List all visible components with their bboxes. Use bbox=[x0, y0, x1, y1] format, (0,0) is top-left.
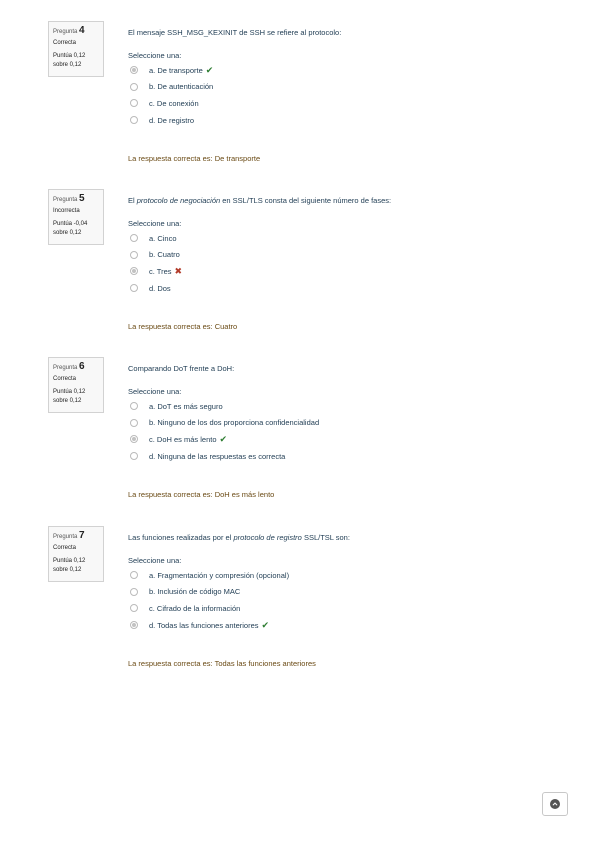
question-state: Correcta bbox=[53, 40, 77, 46]
answer-option[interactable] bbox=[128, 112, 568, 129]
answer-label: c. Tres bbox=[149, 266, 172, 276]
radio-button[interactable] bbox=[130, 435, 138, 443]
answer-option[interactable] bbox=[128, 95, 568, 112]
answer-label: c. Cifrado de la información bbox=[149, 603, 241, 613]
radio-button[interactable] bbox=[130, 452, 138, 460]
question-4 bbox=[0, 21, 600, 171]
chevron-up-icon bbox=[550, 799, 560, 809]
question-text: El protocolo de negociación en SSL/TLS consta del siguiente número de fases: bbox=[128, 196, 392, 205]
back-to-top-button[interactable] bbox=[542, 792, 568, 816]
correct-answer-feedback: La respuesta correcta es: Cuatro bbox=[128, 322, 238, 331]
answer-list bbox=[128, 62, 568, 128]
question-text: Las funciones realizadas por el protocolo de registro SSL/TSL son: bbox=[128, 533, 350, 542]
answer-option[interactable] bbox=[128, 617, 568, 634]
answer-prompt: Seleccione una: bbox=[128, 556, 182, 565]
radio-button[interactable] bbox=[130, 116, 138, 124]
question-info bbox=[48, 357, 104, 413]
radio-button[interactable] bbox=[130, 267, 138, 275]
answer-label: b. Ninguno de los dos proporciona confidencialidad bbox=[149, 418, 320, 428]
question-content bbox=[128, 526, 568, 633]
question-state: Incorrecta bbox=[53, 208, 80, 214]
correct-answer-feedback: La respuesta correcta es: De transporte bbox=[128, 154, 261, 163]
answer-label: d. Ninguna de las respuestas es correcta bbox=[149, 451, 286, 461]
answer-prompt: Seleccione una: bbox=[128, 51, 182, 60]
answer-option[interactable] bbox=[128, 398, 568, 415]
question-5 bbox=[0, 189, 600, 339]
question-7 bbox=[0, 526, 600, 676]
answer-option[interactable] bbox=[128, 600, 568, 617]
radio-button[interactable] bbox=[130, 234, 138, 242]
radio-button[interactable] bbox=[130, 419, 138, 427]
question-grade: Puntúa 0,12 sobre 0,12 bbox=[53, 558, 86, 573]
answer-option[interactable] bbox=[128, 584, 568, 601]
answer-list bbox=[128, 230, 568, 296]
question-grade: Puntúa 0,12 sobre 0,12 bbox=[53, 389, 86, 404]
answer-label: c. De conexión bbox=[149, 98, 199, 108]
radio-button[interactable] bbox=[130, 251, 138, 259]
radio-button[interactable] bbox=[130, 402, 138, 410]
answer-list bbox=[128, 567, 568, 633]
radio-button[interactable] bbox=[130, 604, 138, 612]
question-content bbox=[128, 189, 568, 296]
answer-prompt: Seleccione una: bbox=[128, 387, 182, 396]
question-number: Pregunta 6 bbox=[53, 361, 85, 372]
question-info bbox=[48, 189, 104, 245]
radio-button[interactable] bbox=[130, 571, 138, 579]
answer-label: a. Cinco bbox=[149, 233, 177, 243]
answer-option[interactable] bbox=[128, 448, 568, 465]
answer-label: d. Todas las funciones anteriores bbox=[149, 620, 259, 630]
question-state: Correcta bbox=[53, 376, 77, 382]
answer-label: c. DoH es más lento bbox=[149, 434, 217, 444]
answer-label: d. De registro bbox=[149, 115, 195, 125]
question-text: Comparando DoT frente a DoH: bbox=[128, 364, 235, 373]
answer-option[interactable] bbox=[128, 415, 568, 432]
question-number: Pregunta 5 bbox=[53, 193, 85, 204]
question-grade: Puntúa 0,12 sobre 0,12 bbox=[53, 53, 86, 68]
answer-option[interactable] bbox=[128, 567, 568, 584]
radio-button[interactable] bbox=[130, 66, 138, 74]
radio-button[interactable] bbox=[130, 621, 138, 629]
answer-list bbox=[128, 398, 568, 464]
question-content bbox=[128, 21, 568, 128]
correct-answer-feedback: La respuesta correcta es: DoH es más lento bbox=[128, 490, 275, 499]
check-icon: ✔ bbox=[261, 619, 270, 630]
check-icon: ✔ bbox=[205, 64, 214, 75]
answer-option[interactable] bbox=[128, 247, 568, 264]
question-info bbox=[48, 526, 104, 582]
question-info bbox=[48, 21, 104, 77]
answer-label: d. Dos bbox=[149, 283, 171, 293]
answer-label: b. Inclusión de código MAC bbox=[149, 587, 241, 597]
answer-option[interactable] bbox=[128, 79, 568, 96]
radio-button[interactable] bbox=[130, 99, 138, 107]
answer-option[interactable] bbox=[128, 230, 568, 247]
question-number: Pregunta 7 bbox=[53, 530, 85, 541]
question-text: El mensaje SSH_MSG_KEXINIT de SSH se refiere al protocolo: bbox=[128, 28, 342, 37]
answer-option[interactable] bbox=[128, 431, 568, 448]
answer-label: b. De autenticación bbox=[149, 82, 214, 92]
question-number: Pregunta 4 bbox=[53, 25, 85, 36]
radio-button[interactable] bbox=[130, 284, 138, 292]
answer-label: a. Fragmentación y compresión (opcional) bbox=[149, 570, 290, 580]
answer-prompt: Seleccione una: bbox=[128, 219, 182, 228]
answer-option[interactable] bbox=[128, 62, 568, 79]
question-state: Correcta bbox=[53, 545, 77, 551]
answer-option[interactable] bbox=[128, 263, 568, 280]
radio-button[interactable] bbox=[130, 588, 138, 596]
answer-label: a. DoT es más seguro bbox=[149, 401, 223, 411]
correct-answer-feedback: La respuesta correcta es: Todas las funciones anteriores bbox=[128, 659, 316, 668]
cross-icon: ✖ bbox=[174, 265, 183, 276]
answer-label: b. Cuatro bbox=[149, 250, 180, 260]
question-content bbox=[128, 357, 568, 464]
check-icon: ✔ bbox=[219, 433, 228, 444]
question-grade: Puntúa -0,04 sobre 0,12 bbox=[53, 221, 88, 236]
radio-button[interactable] bbox=[130, 83, 138, 91]
answer-option[interactable] bbox=[128, 280, 568, 297]
question-6 bbox=[0, 357, 600, 507]
answer-label: a. De transporte bbox=[149, 65, 203, 75]
